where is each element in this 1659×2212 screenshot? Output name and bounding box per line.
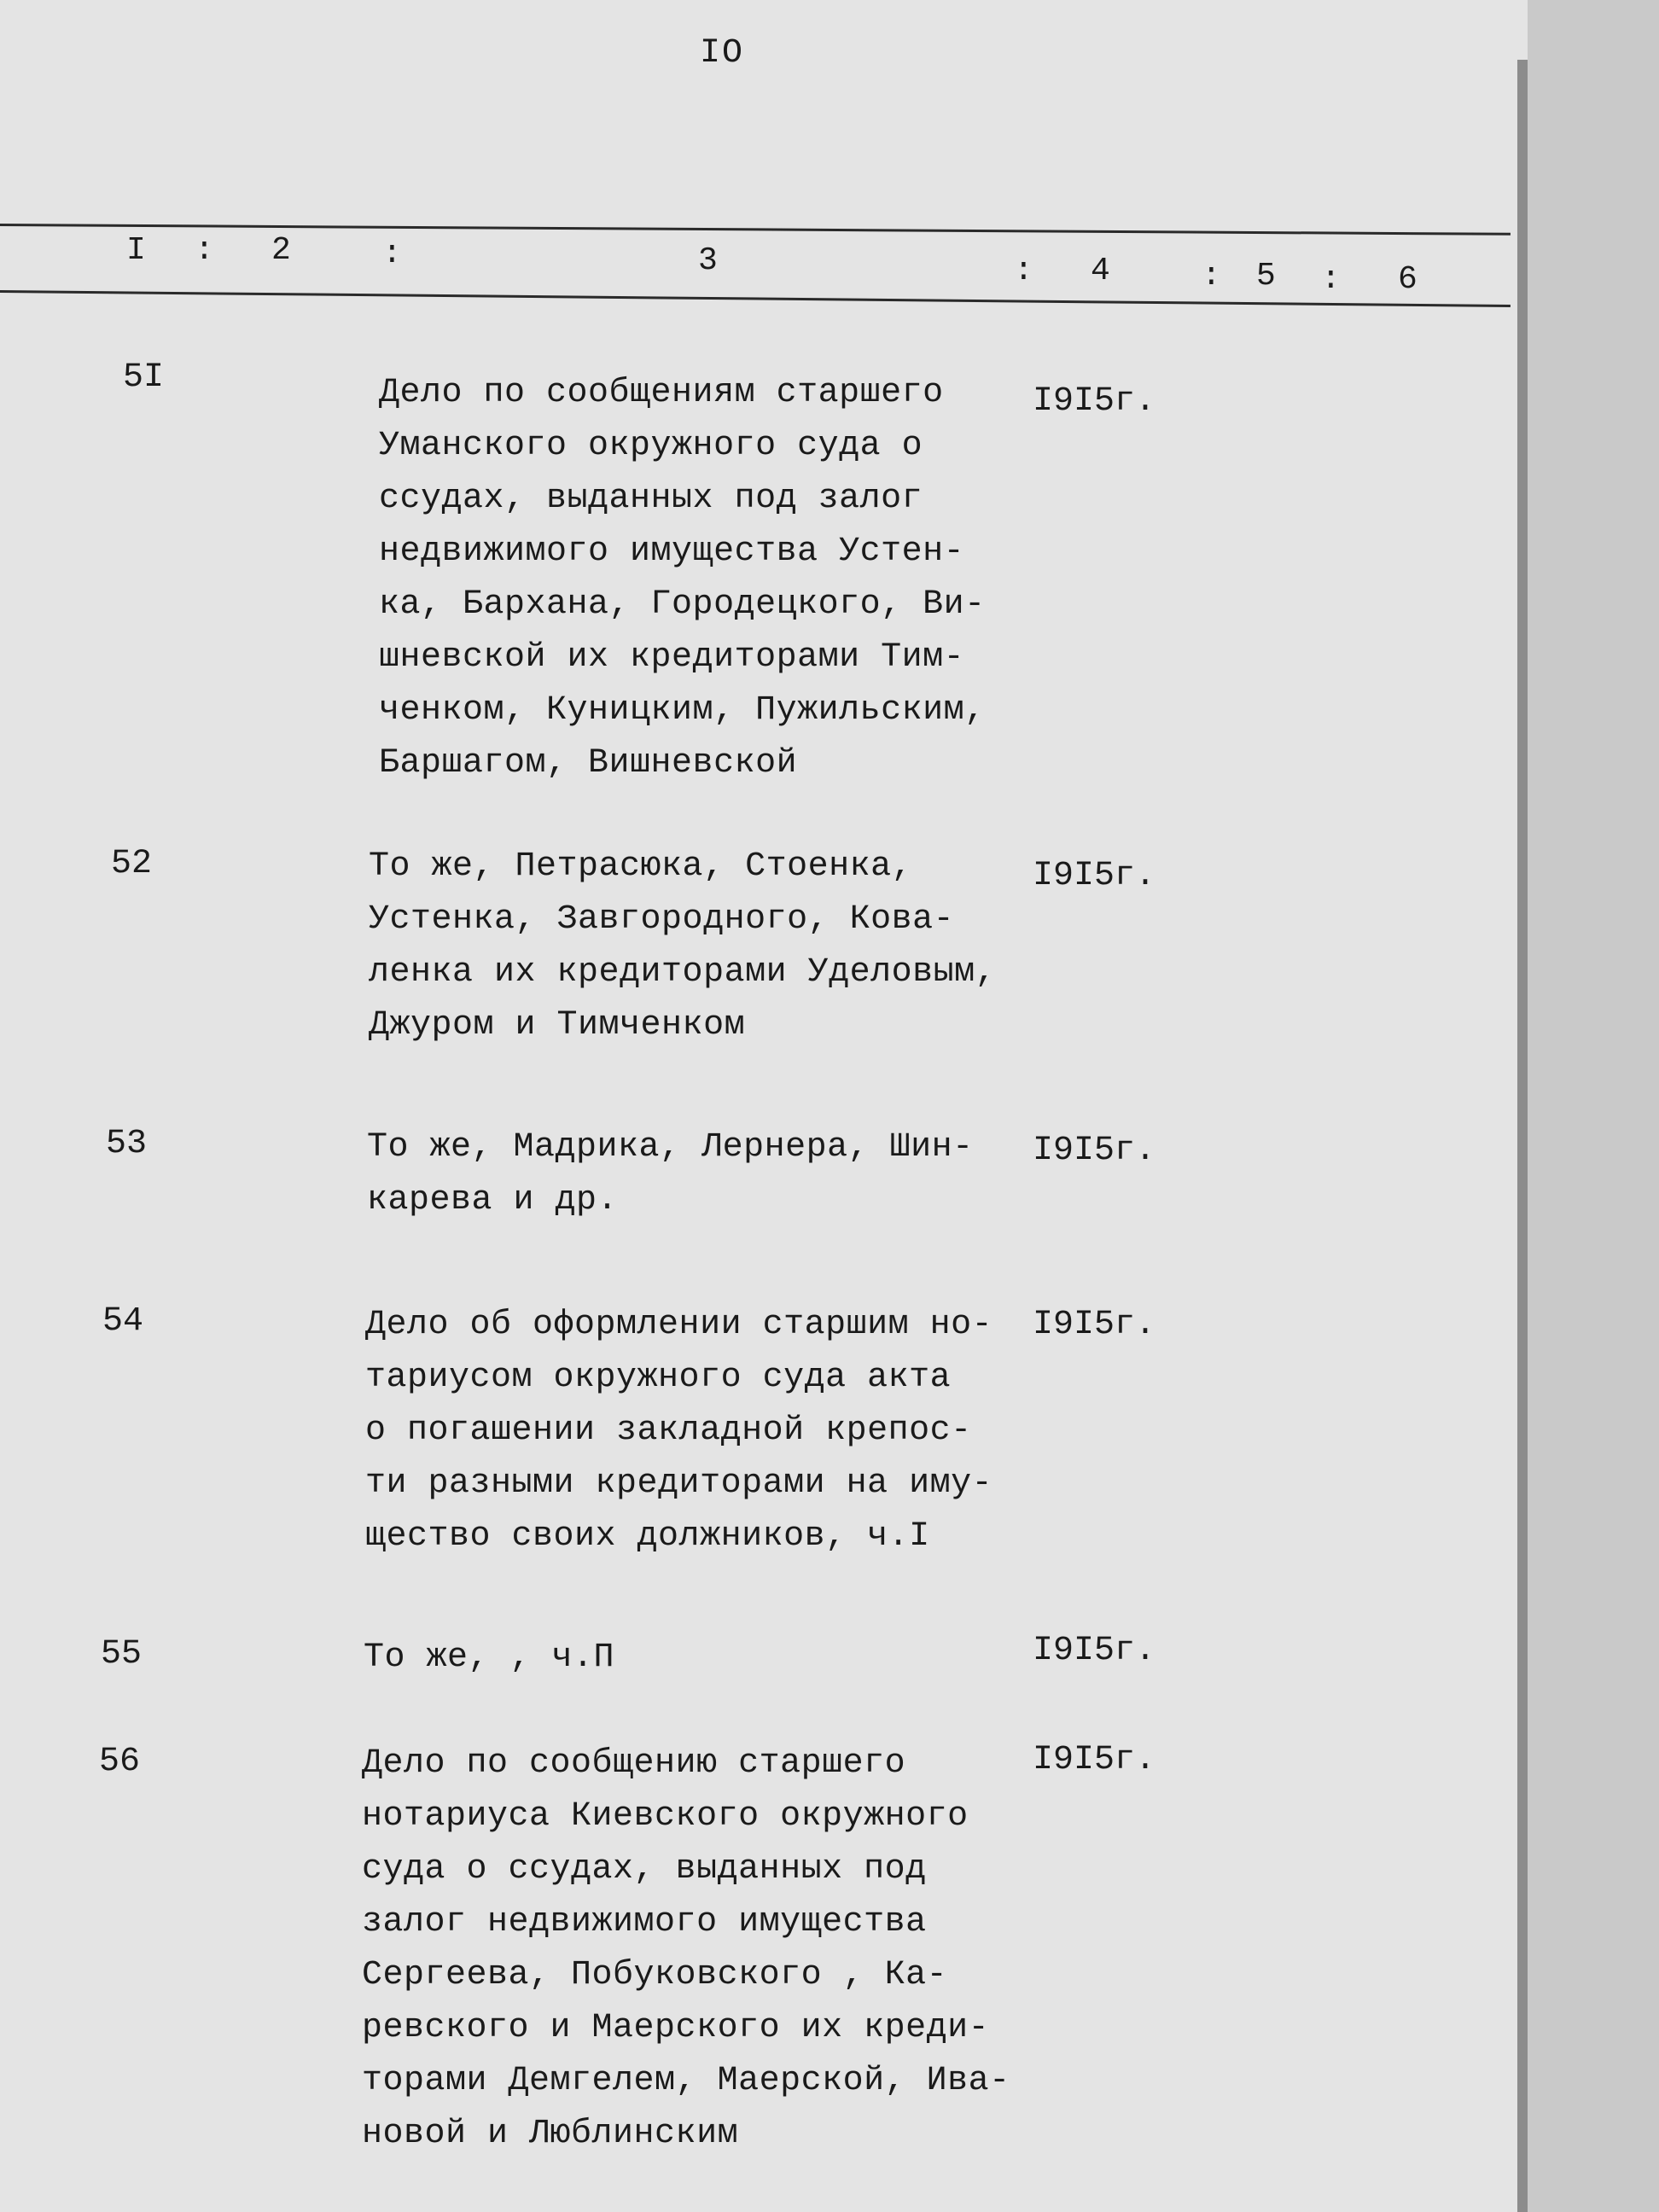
description-line: Баршагом, Вишневской [379,744,798,783]
page-number: IO [700,34,745,73]
description-line: Дело по сообщению старшего [362,1744,906,1783]
entry-description [367,1121,974,1227]
entry-year: I9I5г. [1033,382,1156,421]
description-line: ка, Бархана, Городецкого, Ви- [379,585,986,624]
entry-description [364,1632,614,1685]
page-edge-shadow [1517,60,1528,2212]
entry-number: 52 [111,845,153,883]
description-line: залог недвижимого имущества [362,1903,927,1941]
description-line: ченком, Куницким, Пужильским, [379,691,986,730]
description-line: ссудах, выданных под залог [379,480,923,518]
description-line: Уманского окружного суда о [379,427,923,465]
entry-year: I9I5г. [1033,1741,1156,1779]
header-separator: : [1202,258,1221,294]
description-line: нотариуса Киевского окружного [362,1797,969,1836]
header-separator: : [1014,253,1033,289]
entry-number: 5I [123,358,165,397]
header-separator: : [382,236,402,272]
description-line: Дело по сообщениям старшего [379,374,944,412]
header-col-3: 3 [698,242,718,279]
header-col-5: 5 [1256,258,1276,294]
description-line: тариусом окружного суда акта [365,1359,952,1397]
description-line: карева и др. [367,1181,619,1220]
entry-year: I9I5г. [1033,1132,1156,1170]
description-line: Сергеева, Побуковского , Ка- [362,1956,948,1994]
entry-description [365,1299,992,1563]
description-line: То же, , ч.П [364,1639,615,1677]
description-line: ревского и Маерского их креди- [362,2009,990,2047]
description-line: новой и Люблинским [362,2115,739,2153]
description-line: То же, Мадрика, Лернера, Шин- [367,1128,974,1167]
header-separator: : [195,232,214,269]
entry-description [369,841,996,1052]
description-line: суда о ссудах, выданных под [362,1850,927,1889]
description-line: То же, Петрасюка, Стоенка, [369,847,913,886]
description-line: недвижимого имущества Устен- [379,533,965,571]
description-line: о погашении закладной крепос- [365,1412,972,1450]
description-line: шневской их кредиторами Тим- [379,638,965,677]
description-line: ленка их кредиторами Уделовым, [369,953,997,992]
header-col-2: 2 [271,232,291,269]
entry-year: I9I5г. [1033,1632,1156,1670]
entry-number: 53 [106,1125,148,1163]
description-line: Джуром и Тимченком [369,1006,746,1045]
entry-number: 56 [99,1743,141,1781]
entry-number: 55 [101,1635,143,1674]
entry-number: 54 [102,1302,144,1341]
description-line: Устенка, Завгородного, Кова- [369,900,955,939]
description-line: ти разными кредиторами на иму- [365,1464,993,1503]
entry-year: I9I5г. [1033,1306,1156,1344]
entry-year: I9I5г. [1033,857,1156,895]
description-line: щество своих должников, ч.I [365,1517,930,1556]
description-line: Дело об оформлении старшим но- [365,1306,993,1344]
background-strip [1528,0,1659,2212]
header-col-1: I [126,232,146,269]
header-separator: : [1321,261,1341,298]
entry-description [362,1738,1010,2161]
header-col-4: 4 [1091,253,1110,289]
header-col-6: 6 [1398,261,1417,298]
description-line: торами Демгелем, Маерской, Ива- [362,2062,1010,2100]
entry-description [379,367,986,790]
